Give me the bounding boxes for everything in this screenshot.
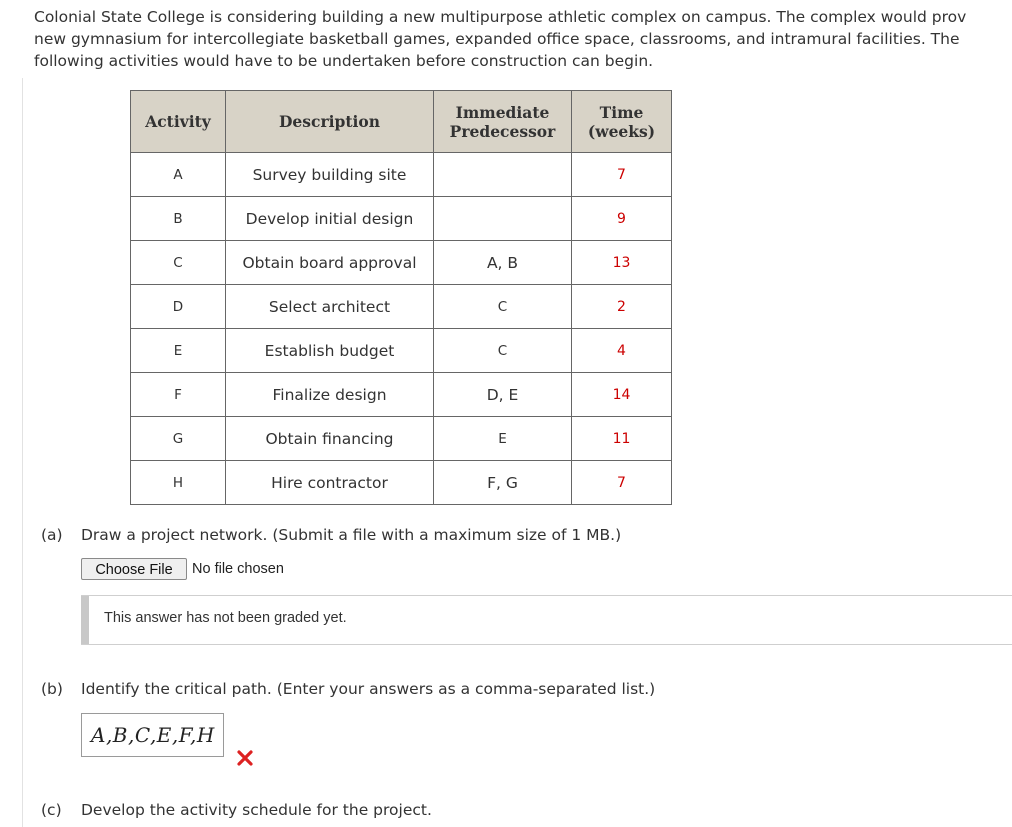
header-predecessor	[434, 91, 572, 153]
header-description: Description	[226, 91, 434, 153]
cell-time: 9	[572, 197, 672, 241]
cell-activity: G	[131, 417, 226, 461]
part-b-text: Identify the critical path. (Enter your answers as a comma-separated list.)	[81, 680, 656, 698]
table-header-row	[131, 91, 672, 153]
file-status: No file chosen	[192, 561, 284, 577]
table-row	[131, 461, 672, 505]
table-row	[131, 373, 672, 417]
cell-activity: E	[131, 329, 226, 373]
cell-description: Develop initial design	[226, 197, 434, 241]
table-row	[131, 329, 672, 373]
part-a-question	[41, 526, 621, 544]
table-row	[131, 285, 672, 329]
grade-status-text: This answer has not been graded yet.	[104, 610, 347, 626]
cell-activity: H	[131, 461, 226, 505]
header-predecessor-line1: Immediate	[455, 102, 550, 122]
part-c-text: Develop the activity schedule for the project.	[81, 801, 432, 819]
cell-time: 14	[572, 373, 672, 417]
part-a-label: (a)	[41, 526, 63, 544]
choose-file-button[interactable]: Choose File	[81, 558, 187, 580]
grade-status-bar	[81, 596, 89, 644]
cell-activity: D	[131, 285, 226, 329]
activity-table	[130, 90, 672, 505]
table-row	[131, 197, 672, 241]
intro-line-3: following activities would have to be undertaken before construction can begin.	[34, 52, 654, 70]
left-divider	[22, 78, 23, 827]
cell-time: 7	[572, 153, 672, 197]
intro-line-2: new gymnasium for intercollegiate basketball games, expanded office space, classrooms, and intramural facilities. The	[34, 30, 960, 48]
header-time	[572, 91, 672, 153]
cell-time: 13	[572, 241, 672, 285]
header-activity: Activity	[131, 91, 226, 153]
cell-description: Select architect	[226, 285, 434, 329]
part-c-label: (c)	[41, 801, 62, 819]
grade-status-box	[81, 595, 1012, 645]
cell-predecessor: D, E	[434, 373, 572, 417]
cell-description: Obtain financing	[226, 417, 434, 461]
cell-description: Survey building site	[226, 153, 434, 197]
cell-predecessor: F, G	[434, 461, 572, 505]
cell-description: Hire contractor	[226, 461, 434, 505]
cell-predecessor	[434, 153, 572, 197]
cell-description: Establish budget	[226, 329, 434, 373]
header-time-line2: (weeks)	[587, 121, 656, 141]
intro-line-1: Colonial State College is considering building a new multipurpose athletic complex on campus. The complex would prov	[34, 8, 967, 26]
problem-intro	[34, 6, 1012, 72]
table-row	[131, 241, 672, 285]
table-row	[131, 153, 672, 197]
cell-activity: C	[131, 241, 226, 285]
cell-predecessor: A, B	[434, 241, 572, 285]
cell-description: Obtain board approval	[226, 241, 434, 285]
cell-activity: F	[131, 373, 226, 417]
cell-time: 11	[572, 417, 672, 461]
critical-path-answer-field[interactable]: A,B,C,E,F,H	[81, 713, 224, 757]
cell-activity: A	[131, 153, 226, 197]
cell-activity: B	[131, 197, 226, 241]
cell-time: 7	[572, 461, 672, 505]
cell-predecessor: C	[434, 285, 572, 329]
cell-time: 4	[572, 329, 672, 373]
table-row	[131, 417, 672, 461]
cell-time: 2	[572, 285, 672, 329]
cell-description: Finalize design	[226, 373, 434, 417]
part-b-question	[41, 680, 655, 698]
incorrect-x-icon	[234, 747, 256, 769]
cell-predecessor	[434, 197, 572, 241]
part-c-question	[41, 801, 432, 819]
cell-predecessor: C	[434, 329, 572, 373]
part-a-text: Draw a project network. (Submit a file with a maximum size of 1 MB.)	[81, 526, 622, 544]
part-b-label: (b)	[41, 680, 63, 698]
header-predecessor-line2: Predecessor	[449, 121, 556, 141]
cell-predecessor: E	[434, 417, 572, 461]
header-time-line1: Time	[599, 102, 644, 122]
